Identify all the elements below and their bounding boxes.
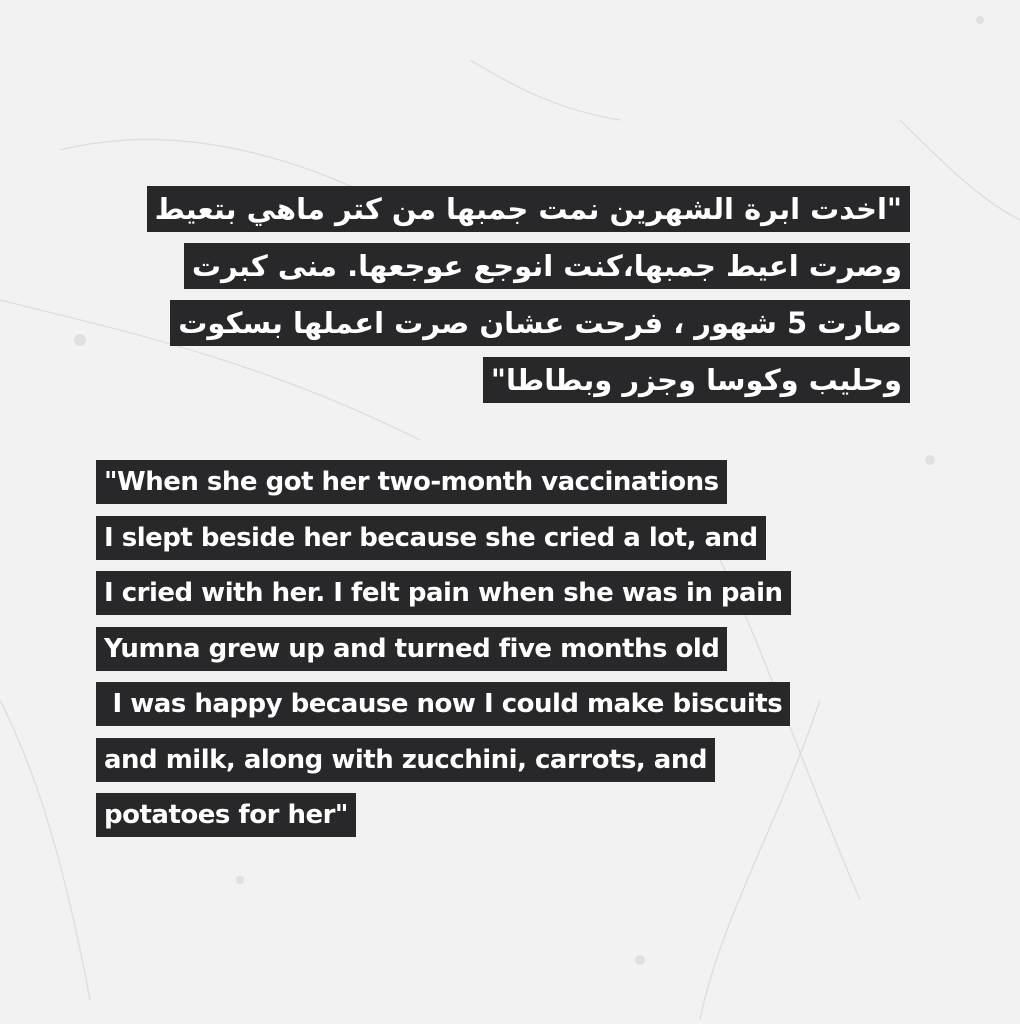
english-quote-line: I slept beside her because she cried a lot, and	[96, 516, 766, 560]
english-quote-line: potatoes for her"	[96, 793, 356, 837]
english-quote	[96, 460, 791, 849]
arabic-quote-line: صارت 5 شهور ، فرحت عشان صرت اعملها بسكوت	[170, 300, 910, 346]
arabic-quote	[147, 186, 910, 414]
english-quote-line: I cried with her. I felt pain when she was in pain	[96, 571, 791, 615]
arabic-quote-line: "اخدت ابرة الشهرين نمت جمبها من كتر ماهي بتعيط	[147, 186, 910, 232]
english-quote-line: "When she got her two-month vaccinations	[96, 460, 727, 504]
arabic-quote-line: وحليب وكوسا وجزر وبطاطا"	[483, 357, 910, 403]
arabic-quote-line: وصرت اعيط جمبها،كنت انوجع عوجعها. منى كبرت	[184, 243, 910, 289]
english-quote-line: I was happy because now I could make biscuits	[96, 682, 790, 726]
english-quote-line: and milk, along with zucchini, carrots, and	[96, 738, 715, 782]
english-quote-line: Yumna grew up and turned five months old	[96, 627, 727, 671]
